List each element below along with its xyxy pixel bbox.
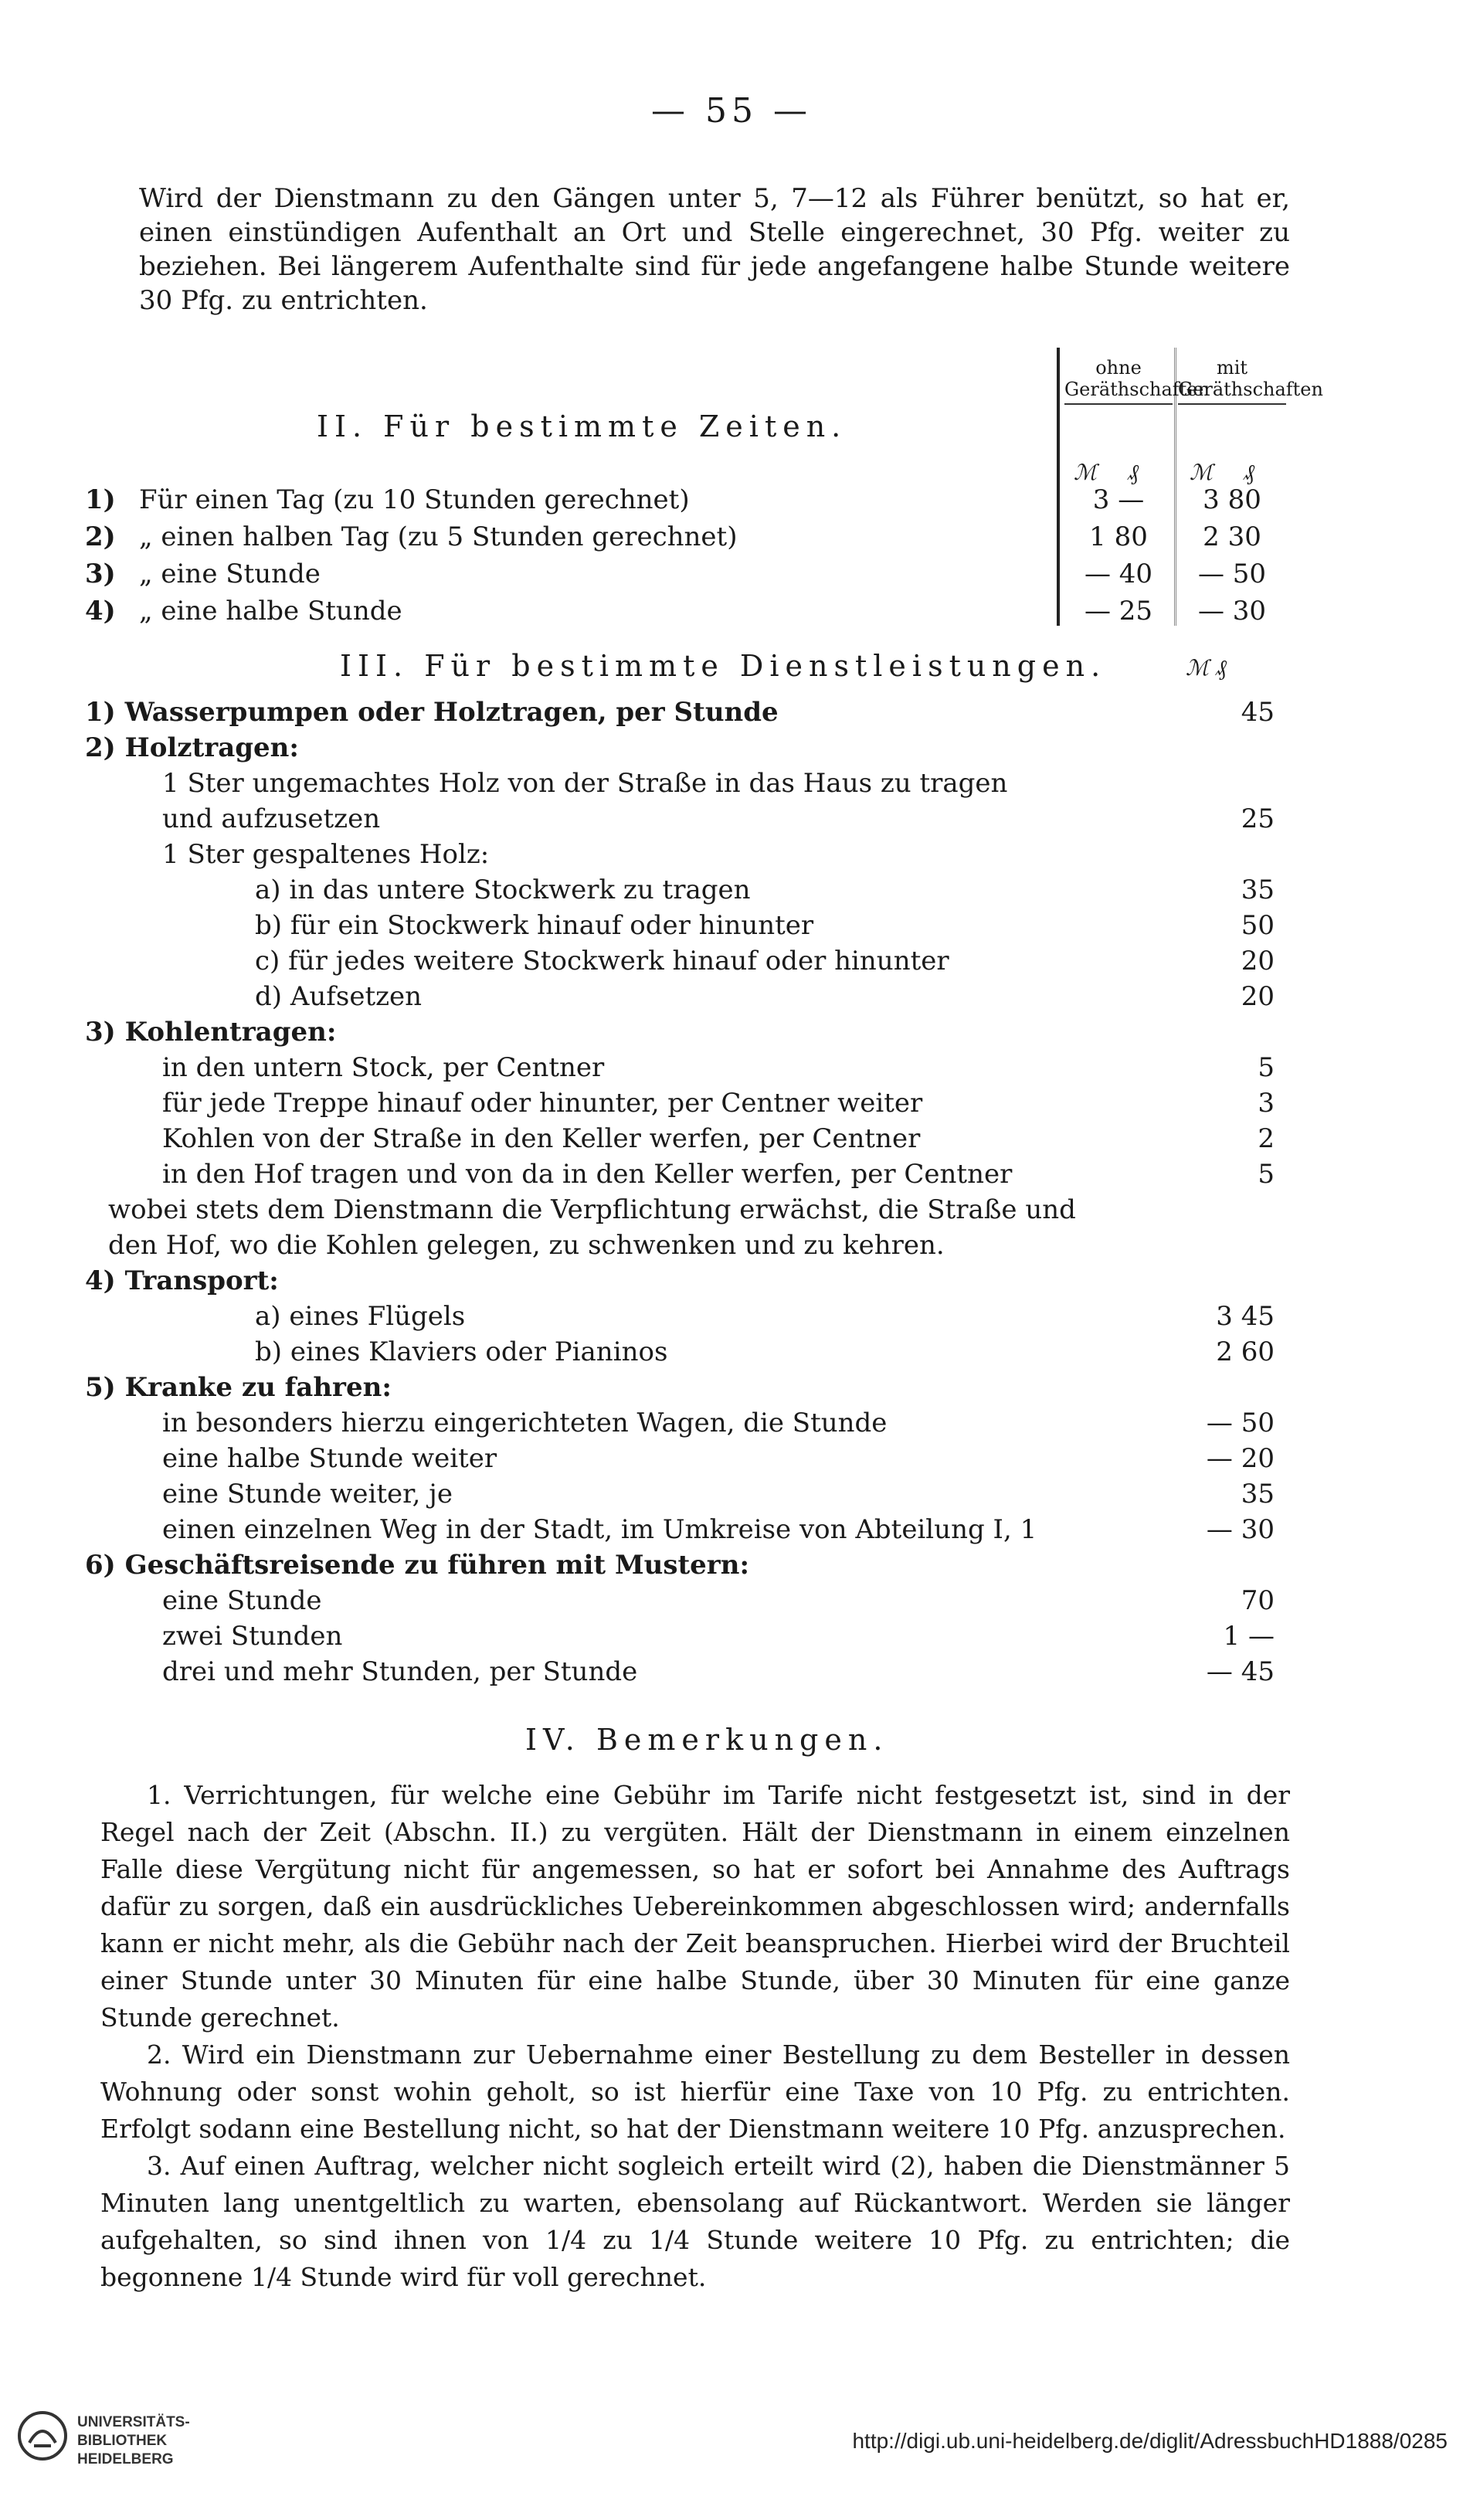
- service-line: 2) Holztragen:: [85, 732, 299, 763]
- section-2-heading: II. Für bestimmte Zeiten.: [317, 409, 847, 443]
- service-line: und aufzusetzen: [162, 803, 381, 834]
- section-4-heading: IV. Bemerkungen.: [525, 1723, 889, 1757]
- service-line: eine Stunde weiter, je: [162, 1479, 453, 1510]
- unit-pfennig: ₰: [1244, 460, 1254, 485]
- unit-pfennig: ₰: [1128, 460, 1139, 485]
- price-without-tools: — 25: [1084, 596, 1153, 627]
- service-price: 35: [1241, 1479, 1275, 1510]
- service-price: 45: [1241, 697, 1275, 728]
- section-3-heading: III. Für bestimmte Dienstleistungen.: [340, 649, 1107, 683]
- service-line: d) Aufsetzen: [255, 981, 423, 1012]
- service-line: in besonders hierzu eingerichteten Wagen, die Stunde: [162, 1408, 888, 1438]
- service-line: zwei Stunden: [162, 1621, 343, 1652]
- service-line: a) eines Flügels: [255, 1301, 466, 1332]
- service-line: 4) Transport:: [85, 1265, 279, 1296]
- row-number: 1): [85, 484, 116, 515]
- service-line: b) eines Klaviers oder Pianinos: [255, 1336, 668, 1367]
- service-price: — 45: [1206, 1656, 1275, 1687]
- intro-paragraph: Wird der Dienstmann zu den Gängen unter 5, 7—12 als Führer benützt, so hat er, einen einstündigen Aufenthalt an Ort und Stelle eingerechnet, 30 Pfg. weiter zu beziehen. Bei längerem Aufenthalte sind für jede angefangene halbe Stunde weitere 30 Pfg. zu entrichten.: [139, 183, 1290, 316]
- row-label: Für einen Tag (zu 10 Stunden gerechnet): [139, 484, 690, 515]
- price-with-tools: — 30: [1197, 596, 1267, 627]
- service-price: 5: [1258, 1159, 1275, 1190]
- service-line: wobei stets dem Dienstmann die Verpflichtung erwächst, die Straße und: [108, 1194, 1076, 1225]
- unit-label: ℳ ₰: [1186, 655, 1227, 681]
- service-line: 5) Kranke zu fahren:: [85, 1372, 392, 1403]
- price-with-tools: 3 80: [1203, 484, 1261, 515]
- unit-mark: ℳ: [1190, 460, 1213, 485]
- row-label: „ einen halben Tag (zu 5 Stunden gerechnet): [139, 521, 738, 552]
- price-without-tools: — 40: [1084, 559, 1153, 589]
- service-line: den Hof, wo die Kohlen gelegen, zu schwenken und zu kehren.: [108, 1230, 945, 1261]
- footer: [0, 2409, 1463, 2520]
- service-price: 50: [1241, 910, 1275, 941]
- price-without-tools: 1 80: [1089, 521, 1148, 552]
- price-with-tools: 2 30: [1203, 521, 1261, 552]
- tariff-row: [85, 520, 737, 554]
- service-line: eine halbe Stunde weiter: [162, 1443, 497, 1474]
- service-line: 3) Kohlentragen:: [85, 1017, 337, 1048]
- service-line: b) für ein Stockwerk hinauf oder hinunter: [255, 910, 814, 941]
- remark-3: 3. Auf einen Auftrag, welcher nicht sogleich erteilt wird (2), haben die Dienstmänner 5 Minuten lang unentgeltlich zu warten, ebensolang auf Rückantwort. Werden sie länger aufgehalten, so sind ihnen von 1/4 zu 1/4 Stunde weitere 10 Pfg. zu entrichten; die begonnene 1/4 Stunde wird für voll gerechnet.: [100, 2151, 1290, 2292]
- row-label: „ eine Stunde: [139, 559, 321, 589]
- remark-2: 2. Wird ein Dienstmann zur Uebernahme einer Bestellung zu dem Besteller in dessen Wohnung oder sonst wohin geholt, so ist hierfür eine Taxe von 10 Pfg. zu entrichten. Erfolgt sodann eine Bestellung nicht, so hat der Dienstmann weitere 10 Pfg. anzusprechen.: [100, 2039, 1290, 2144]
- service-line: für jede Treppe hinauf oder hinunter, per Centner weiter: [162, 1088, 923, 1119]
- service-price: 25: [1241, 803, 1275, 834]
- service-price: 2: [1258, 1123, 1275, 1154]
- service-price: — 50: [1206, 1408, 1275, 1438]
- service-price: 35: [1241, 875, 1275, 905]
- service-price: 3: [1258, 1088, 1275, 1119]
- row-number: 2): [85, 521, 116, 552]
- service-price: 20: [1241, 946, 1275, 976]
- service-line: c) für jedes weitere Stockwerk hinauf oder hinunter: [255, 946, 949, 976]
- service-price: 3 45: [1216, 1301, 1275, 1332]
- row-number: 4): [85, 596, 116, 627]
- price-without-tools: 3 —: [1092, 484, 1145, 515]
- column-header-with-tools: mit Geräthschaften: [1178, 357, 1286, 405]
- service-price: 20: [1241, 981, 1275, 1012]
- unit-mark: ℳ: [1074, 460, 1097, 485]
- library-logo-icon: [15, 2409, 70, 2463]
- service-line: eine Stunde: [162, 1585, 322, 1616]
- service-price: 5: [1258, 1052, 1275, 1083]
- service-line: einen einzelnen Weg in der Stadt, im Umkreise von Abteilung I, 1: [162, 1514, 1037, 1545]
- service-line: 1 Ster ungemachtes Holz von der Straße in das Haus zu tragen: [162, 768, 1008, 799]
- service-line: 6) Geschäftsreisende zu führen mit Mustern:: [85, 1550, 749, 1581]
- service-price: 1 —: [1223, 1621, 1275, 1652]
- library-name: UNIVERSITÄTS- BIBLIOTHEK HEIDELBERG: [77, 2414, 190, 2467]
- tariff-row: [85, 483, 690, 517]
- service-price: 2 60: [1216, 1336, 1275, 1367]
- service-line: 1 Ster gespaltenes Holz:: [162, 839, 490, 870]
- service-line: in den Hof tragen und von da in den Keller werfen, per Centner: [162, 1159, 1013, 1190]
- service-price: 70: [1241, 1585, 1275, 1616]
- tariff-row: [85, 557, 321, 591]
- service-line: a) in das untere Stockwerk zu tragen: [255, 875, 751, 905]
- source-url[interactable]: http://digi.ub.uni-heidelberg.de/diglit/AdressbuchHD1888/0285: [852, 2429, 1448, 2453]
- column-header-without-tools: ohne Geräthschaften: [1064, 357, 1173, 405]
- tariff-row: [85, 594, 402, 628]
- remark-1: 1. Verrichtungen, für welche eine Gebühr im Tarife nicht festgesetzt ist, sind in der Regel nach der Zeit (Abschn. II.) zu vergüten. Hält der Dienstmann in einem einzelnen Falle diese Vergütung nicht für angemessen, so hat er sofort bei Annahme des Auftrags dafür zu sorgen, daß ein ausdrückliches Uebereinkommen abgeschlossen wird; andernfalls kann er nicht mehr, als die Gebühr nach der Zeit beanspruchen. Hierbei wird der Bruchteil einer Stunde unter 30 Minuten für eine halbe Stunde, über 30 Minuten für eine ganze Stunde gerechnet.: [100, 1780, 1290, 2033]
- service-line: in den untern Stock, per Centner: [162, 1052, 605, 1083]
- service-line: 1) Wasserpumpen oder Holztragen, per Stunde: [85, 697, 779, 728]
- row-number: 3): [85, 559, 116, 589]
- service-price: — 20: [1206, 1443, 1275, 1474]
- remarks: [100, 1777, 1290, 2296]
- row-label: „ eine halbe Stunde: [139, 596, 402, 627]
- page-number: — 55 —: [651, 91, 812, 131]
- price-with-tools: — 50: [1197, 559, 1267, 589]
- service-line: drei und mehr Stunden, per Stunde: [162, 1656, 638, 1687]
- service-price: — 30: [1206, 1514, 1275, 1545]
- service-line: Kohlen von der Straße in den Keller werfen, per Centner: [162, 1123, 921, 1154]
